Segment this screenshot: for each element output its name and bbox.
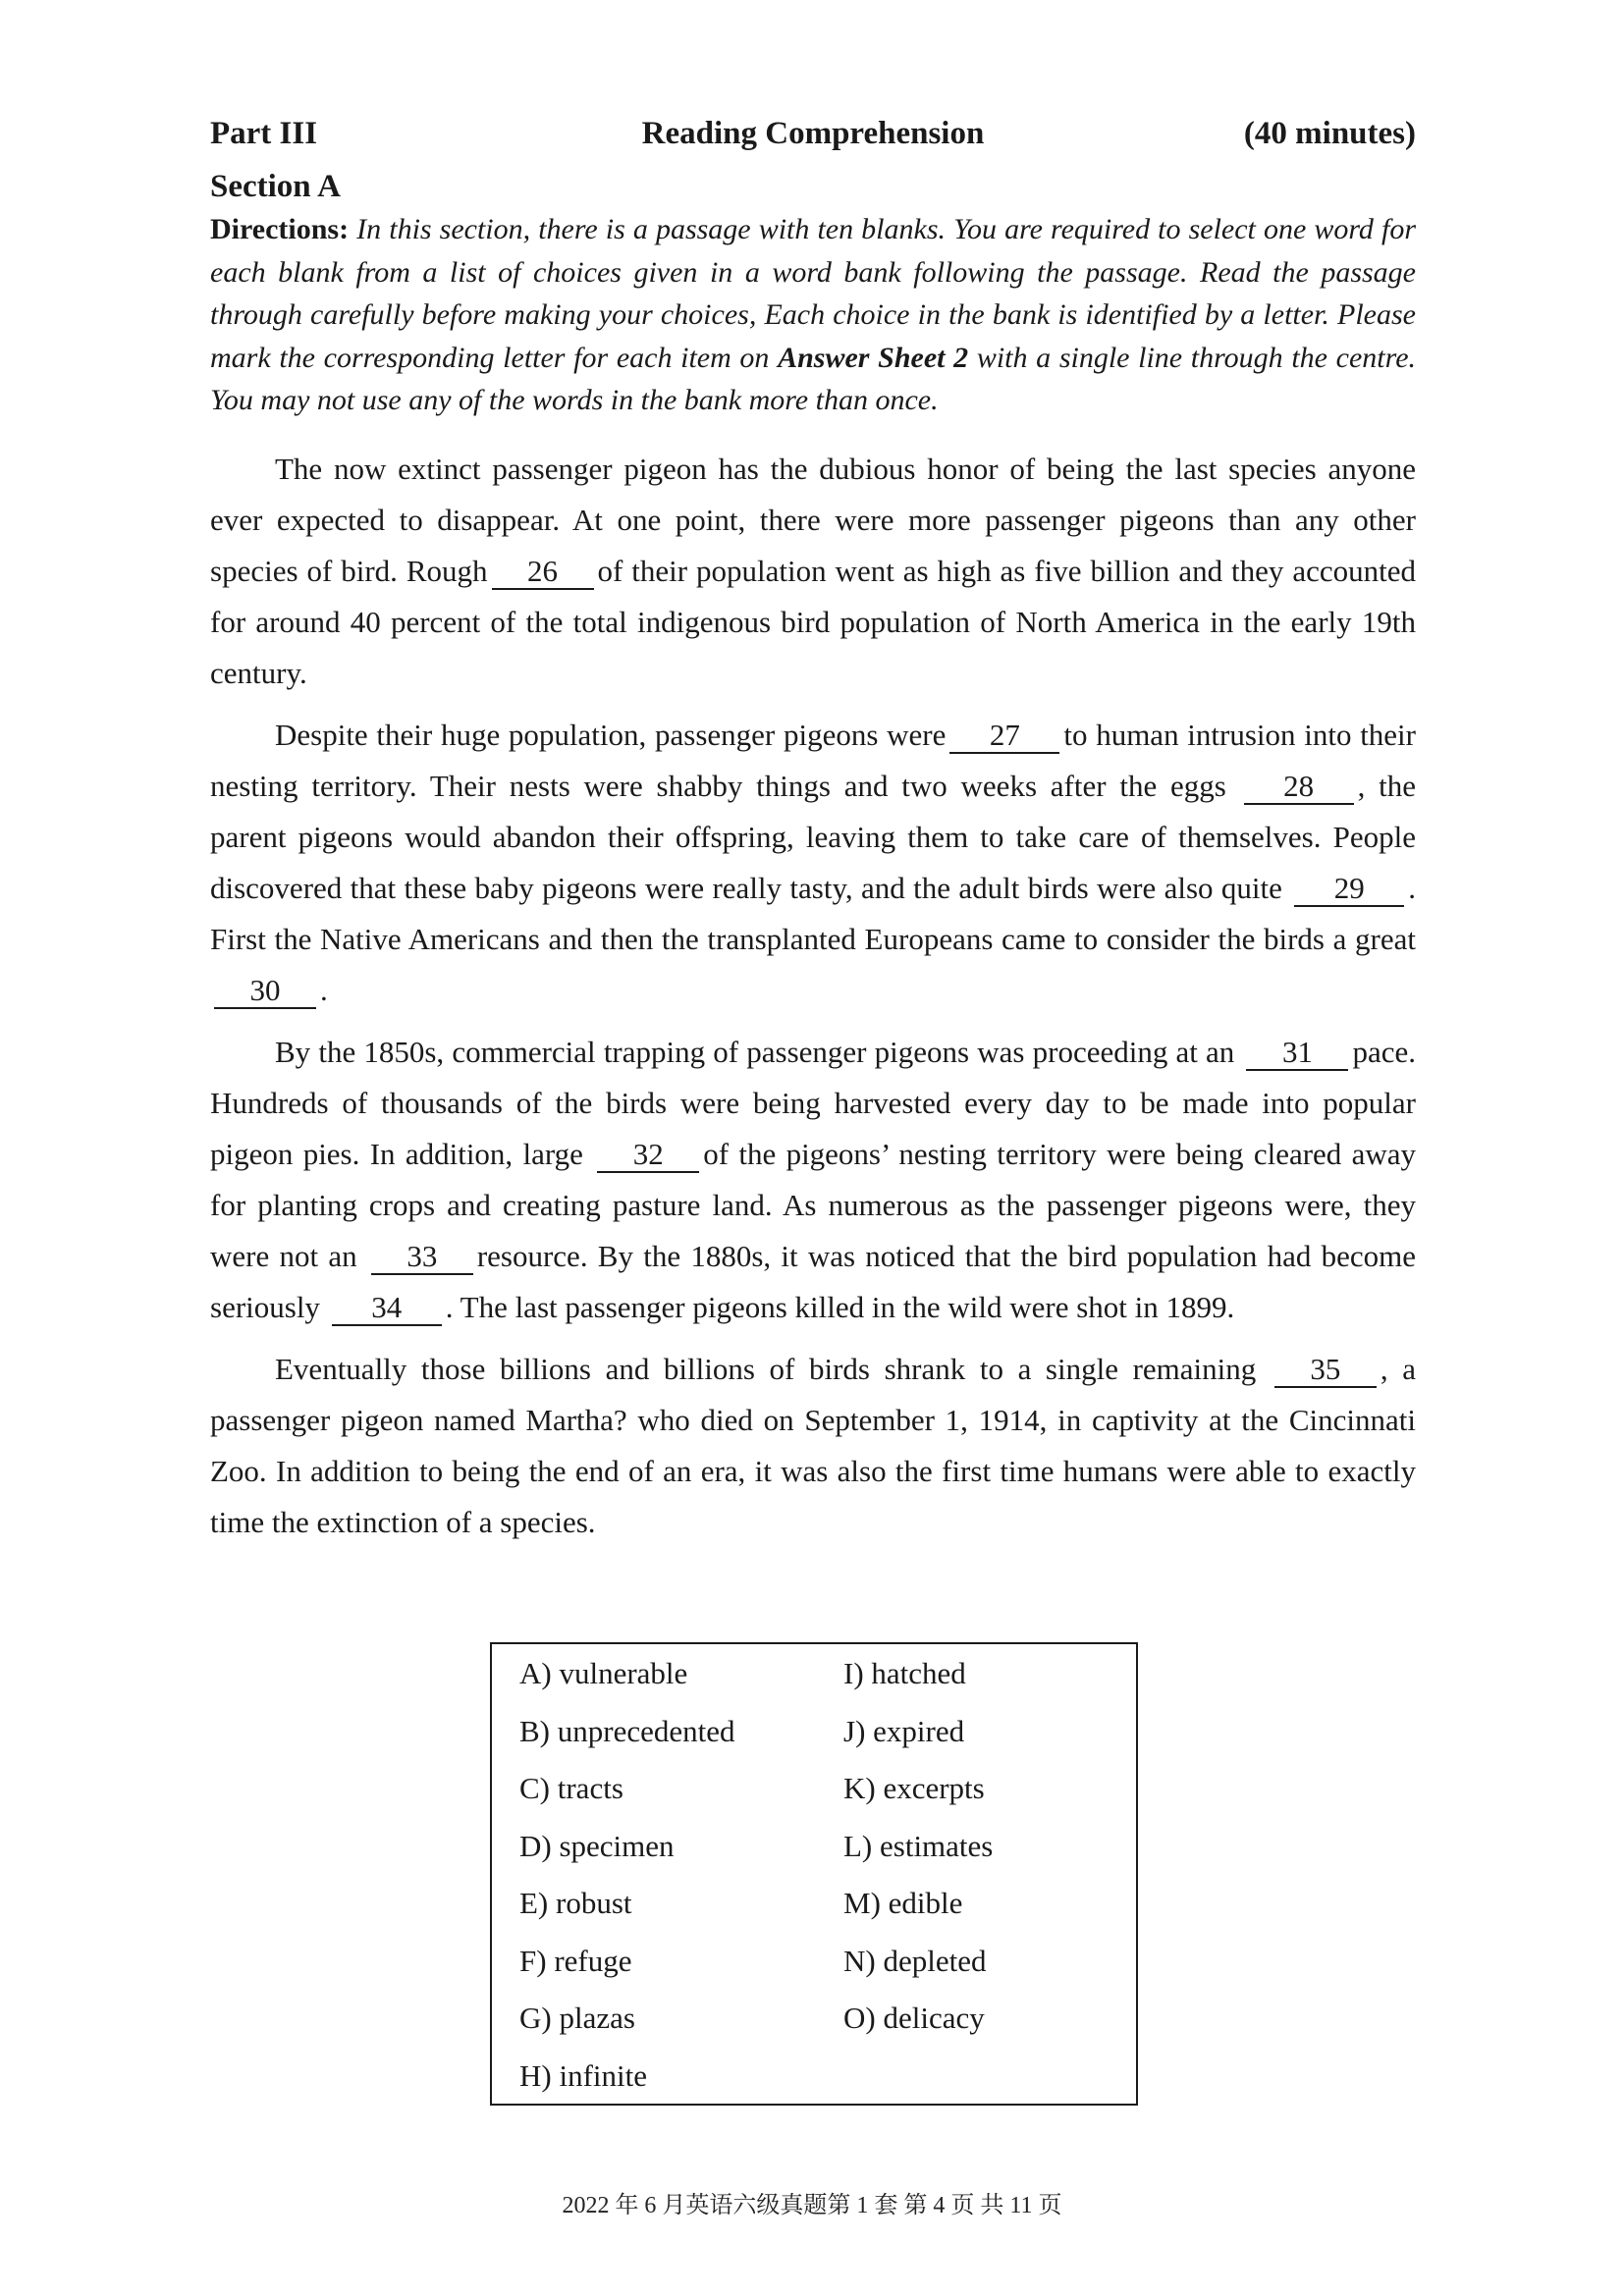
word-bank-item: N) depleted xyxy=(843,1943,987,1978)
paragraph-text: resource. By the 1880s, it was noticed that the bird population had become seriously xyxy=(210,1238,1416,1324)
word-bank-item: I) hatched xyxy=(843,1656,966,1690)
paragraph-4 xyxy=(210,1344,1416,1548)
paragraph-text: of the pigeons’ nesting territory were being cleared away for planting crops and creating pasture land. As numerous as the passenger pigeons were, they were not an xyxy=(210,1136,1417,1273)
part-header xyxy=(210,116,1416,163)
blank-35: 35 xyxy=(1274,1353,1377,1388)
paragraph-text: . First the Native Americans and then the transplanted Europeans came to consider the birds a great xyxy=(210,870,1416,956)
answer-sheet-label: Answer Sheet 2 xyxy=(778,341,969,374)
time-limit: (40 minutes) xyxy=(1243,116,1416,151)
part-title: Reading Comprehension xyxy=(641,116,985,151)
paragraph-text: Despite their huge population, passenger pigeons were xyxy=(275,717,947,752)
paragraph-text: , the parent pigeons would abandon their offspring, leaving them to take care of themselves. People discovered that these baby pigeons were really tasty, and the adult birds were also quite xyxy=(210,768,1417,905)
paragraph-1 xyxy=(210,444,1416,699)
directions xyxy=(210,208,1416,422)
blank-28: 28 xyxy=(1244,770,1354,805)
word-bank-item: M) edible xyxy=(843,1886,963,1920)
word-bank-item: B) unprecedented xyxy=(519,1713,735,1748)
word-bank-item: H) infinite xyxy=(519,2057,647,2093)
word-bank-item: F) refuge xyxy=(519,1943,632,1978)
word-bank-item: O) delicacy xyxy=(843,2001,985,2035)
word-bank-item: G) plazas xyxy=(519,2001,635,2035)
section-title: Section A xyxy=(210,169,341,204)
paragraph-text: to human intrusion into their nesting territory. Their nests were shabby things and two weeks after the eggs xyxy=(210,717,1416,803)
passage xyxy=(210,444,1416,1548)
blank-33: 33 xyxy=(371,1240,473,1275)
paragraph-text: pace. Hundreds of thousands of the birds were being harvested every day to be made into popular pigeon pies. In addition, large xyxy=(210,1034,1417,1171)
word-bank-item: J) expired xyxy=(843,1713,965,1748)
word-bank-left-column xyxy=(519,1654,734,2113)
paragraph-text: . The last passenger pigeons killed in the wild were shot in 1899. xyxy=(445,1289,1235,1324)
word-bank-item: L) estimates xyxy=(843,1828,994,1863)
paragraph-text: , a passenger pigeon named Martha? who died on September 1, 1914, in captivity at the Cincinnati Zoo. In addition to being the end of an era, it was also the first time humans were able to exactly time the extinction of a species. xyxy=(210,1351,1417,1539)
paragraph-text: . xyxy=(320,972,328,1007)
word-bank-item: D) specimen xyxy=(519,1828,675,1863)
paragraph-text: The now extinct passenger pigeon has the dubious honor of being the last species anyone ever expected to disappear. At one point, there were more passenger pigeons than any other species of bird. Rough xyxy=(210,451,1416,588)
word-bank-item: E) robust xyxy=(519,1886,632,1920)
paragraph-text: of their population went as high as five billion and they accounted for around 40 percent of the total indigenous bird population of North America in the early 19th century. xyxy=(210,553,1416,690)
directions-text-1: In this section, there is a passage with ten blanks. You are required to select one word for each blank from a list of choices given in a word bank following the passage. Read the passage through carefully before making your choices, Each choice in the bank is identified by a letter. Please mark the corresponding letter for each item on xyxy=(210,213,1416,374)
directions-text-2: with a single line through the centre. You may not use any of the words in the bank more than once. xyxy=(210,341,1417,416)
word-bank-item: A) vulnerable xyxy=(519,1656,688,1690)
blank-27: 27 xyxy=(949,719,1059,754)
paragraph-text: By the 1850s, commercial trapping of passenger pigeons was proceeding at an xyxy=(275,1034,1235,1069)
part-label: Part III xyxy=(210,116,318,151)
directions-label: Directions: xyxy=(210,213,350,245)
paragraph-2 xyxy=(210,710,1416,1016)
paragraph-text: Eventually those billions and billions of birds shrank to a single remaining xyxy=(275,1351,1257,1386)
word-bank-right-column xyxy=(843,1654,993,2056)
blank-31: 31 xyxy=(1246,1036,1348,1071)
exam-page xyxy=(210,116,1417,2093)
word-bank-item: C) tracts xyxy=(519,1771,623,1805)
paragraph-3 xyxy=(210,1027,1416,1333)
blank-26: 26 xyxy=(492,555,594,590)
blank-34: 34 xyxy=(332,1291,442,1326)
blank-29: 29 xyxy=(1294,872,1404,907)
word-bank xyxy=(490,1642,1138,2106)
word-bank-item: K) excerpts xyxy=(843,1771,985,1805)
page-footer: 2022 年 6 月英语六级真题第 1 套 第 4 页 共 11 页 xyxy=(562,2193,1062,2218)
blank-30: 30 xyxy=(214,974,316,1009)
blank-32: 32 xyxy=(597,1138,699,1173)
